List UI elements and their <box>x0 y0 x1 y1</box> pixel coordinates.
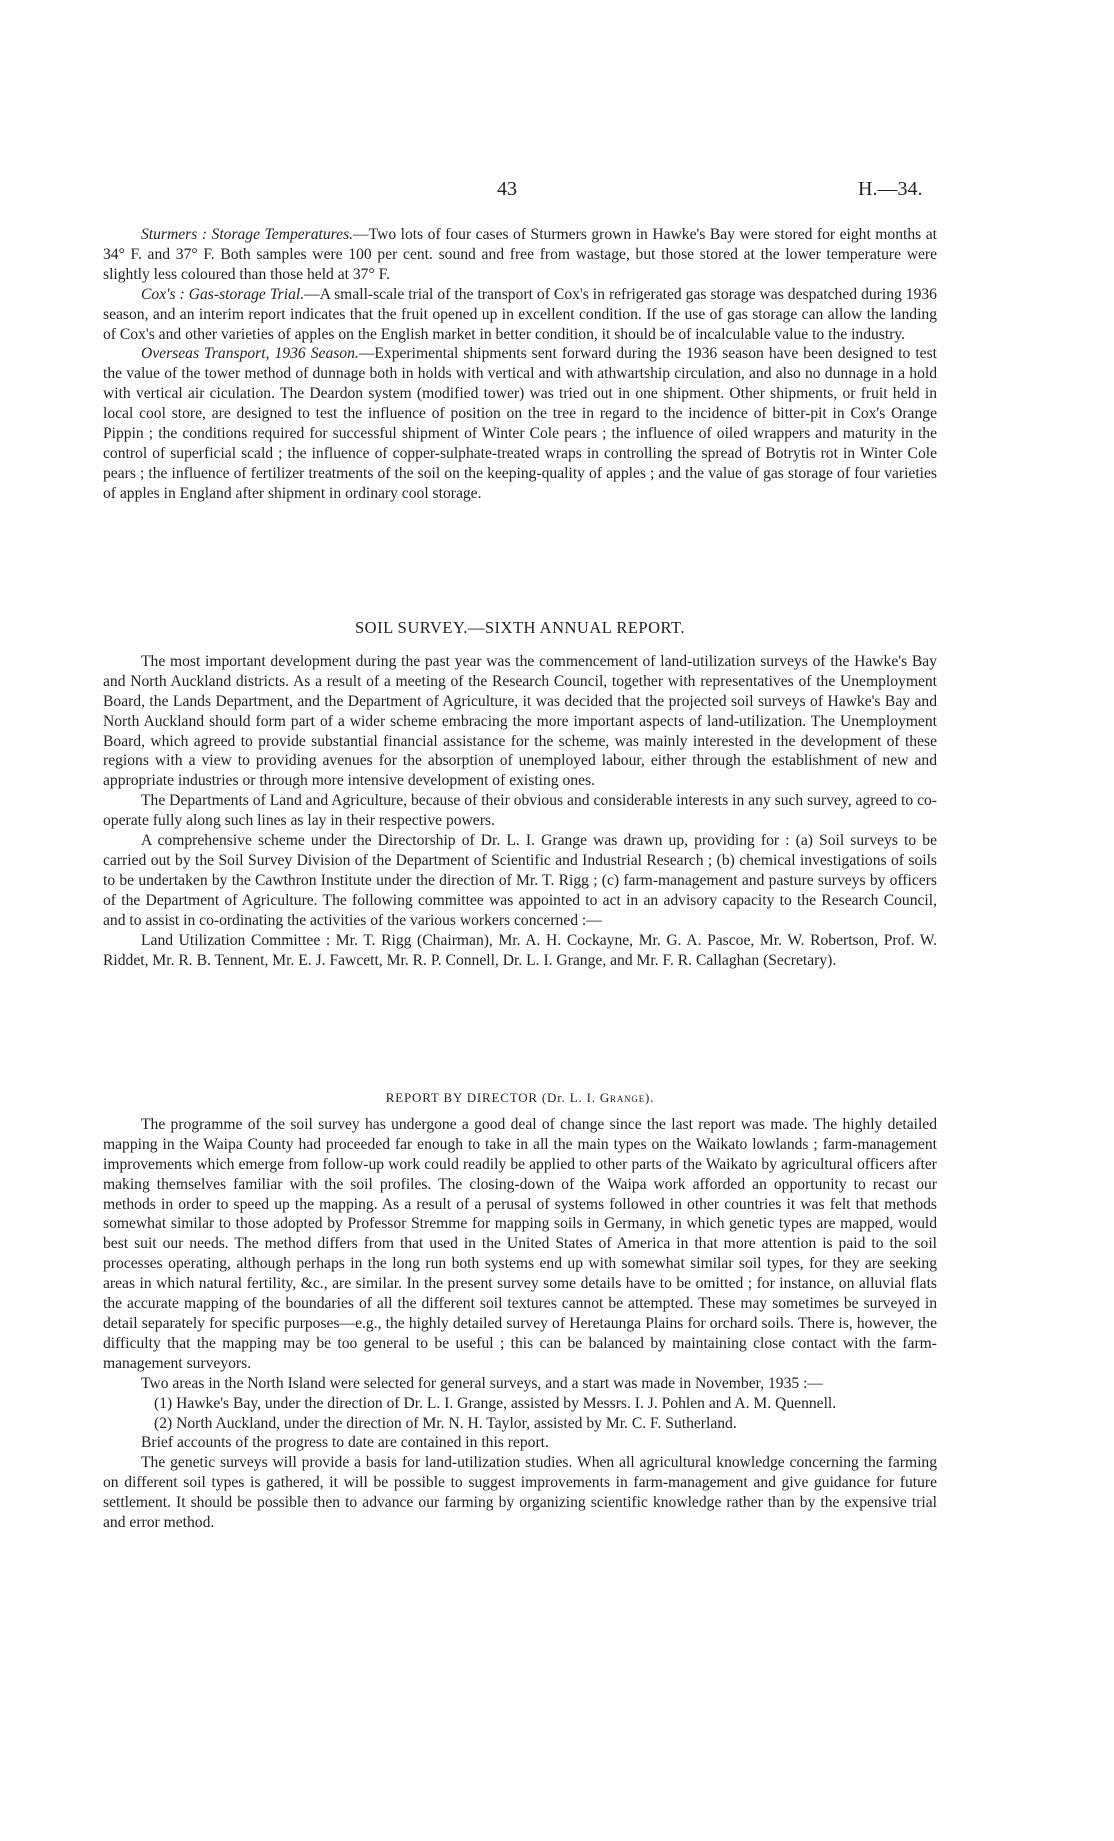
report-heading-suffix: ). <box>645 1090 655 1105</box>
report-paragraph-4: The genetic surveys will provide a basis for land-utilization studies. When all agricultural knowledge concerning the farming on different soil types is gathered, it will be possible to suggest improvements in farm-management and give guidance for future settlement. It should be possible then to advance our farming by organizing scientific knowledge rather than by the expensive trial and error method. <box>103 1454 937 1532</box>
coxs-paragraph <box>103 285 937 345</box>
survey-paragraph-2: The Departments of Land and Agriculture, because of their obvious and considerable interests in any such survey, agreed to co-operate fully along such lines as lay in their respective powers. <box>103 792 937 830</box>
document-code: H.—34. <box>858 178 923 200</box>
overseas-paragraph <box>103 344 937 503</box>
report-heading-name: Grange <box>599 1090 646 1105</box>
survey-paragraph-3: A comprehensive scheme under the Directorship of Dr. L. I. Grange was drawn up, providing for : (a) Soil surveys to be carried out by the Soil Survey Division of the Department of Scientific and Industrial Research ; (b) chemical investigations of soils to be undertaken by the Cawthron Institute under the direction of Mr. T. Rigg ; (c) farm-management and pasture surveys by officers of the Department of Agriculture. The following committee was appointed to act in an advisory capacity to the Research Council, and to assist in co-ordinating the activities of the various workers concerned :— <box>103 832 937 929</box>
coxs-text: —A small-scale trial of the transport of Cox's in refrigerated gas storage was despatched during 1936 season, and an interim report indicates that the fruit opened up in excellent condition. If the use of gas storage can allow the landing of Cox's and other varieties of apples on the English market in better condition, it should be of incalculable value to the industry. <box>103 285 937 343</box>
sturmers-lead: Sturmers : Storage Temperatures. <box>141 226 354 243</box>
report-paragraph-2: Two areas in the North Island were selected for general surveys, and a start was made in November, 1935 :— <box>141 1374 824 1392</box>
soil-survey-section <box>103 618 937 970</box>
committee-list: Land Utilization Committee : Mr. T. Rigg (Chairman), Mr. A. H. Cockayne, Mr. G. A. Pascoe, Mr. W. Robertson, Prof. W. Riddet, Mr. R. B. Tennent, Mr. E. J. Fawcett, Mr. R. P. Connell, Dr. L. I. Grange, and Mr. F. R. Callaghan (Secretary). <box>103 931 937 969</box>
survey-area-item: (1) Hawke's Bay, under the direction of Dr. L. I. Grange, assisted by Messrs. I. J. Pohlen and A. M. Quennell. <box>154 1394 837 1412</box>
page-number: 43 <box>497 178 517 200</box>
intro-section <box>103 225 937 504</box>
report-heading-prefix: REPORT BY DIRECTOR (Dr. L. I. <box>385 1090 600 1105</box>
overseas-text: —Experimental shipments sent forward during the 1936 season have been designed to test the value of the tower method of dunnage both in holds with vertical and with athwartship circulation, and also no dunnage in a hold with vertical air ciculation. The Deardon system (modified tower) was tried out in one shipment. Other shipments, or fruit held in local cool store, are designed to test the influence of position on the tree in regard to the incidence of bitter-pit in Cox's Orange Pippin ; the conditions required for successful shipment of Winter Cole pears ; the influence of oiled wrappers and maturity in the control of superficial scald ; the influence of copper-sulphate-treated wraps in controlling the spread of Botrytis rot in Winter Cole pears ; the influence of fertilizer treatments of the soil on the keeping-quality of apples ; and the value of gas storage of four varieties of apples in England after shipment in ordinary cool storage. <box>103 345 937 502</box>
survey-paragraph-1: The most important development during the past year was the commencement of land-utilization surveys of the Hawke's Bay and North Auckland districts. As a result of a meeting of the Research Council, together with representatives of the Unemployment Board, the Lands Department, and the Department of Agriculture, it was decided that the projected soil surveys of Hawke's Bay and North Auckland should form part of a wider scheme embracing the more important aspects of land-utilization. The Unemployment Board, which agreed to provide substantial financial assistance for the scheme, was mainly interested in the development of these regions with a view to providing avenues for the absorption of unemployed labour, either through the establishment of new and appropriate industries or through more intensive development of existing ones. <box>103 652 937 790</box>
report-heading <box>103 1088 937 1108</box>
report-paragraph-1: The programme of the soil survey has undergone a good deal of change since the last report was made. The highly detailed mapping in the Waipa County had proceeded far enough to take in all the main types on the Waikato lowlands ; farm-management improvements which emerge from follow-up work could readily be applied to other parts of the Waikato by agricultural officers after making themselves familiar with the soil profiles. The closing-down of the Waipa work afforded an opportunity to recast our methods in order to speed up the mapping. As a result of a perusal of systems followed in other countries it was felt that methods somewhat similar to those adopted by Professor Stremme for mapping soils in Germany, in which genetic types are mapped, would best suit our needs. The method differs from that used in the United States of America in that more attention is paid to the soil processes operating, although perhaps in the long run both systems end up with somewhat similar soil types, for they are seeking areas in which natural fertility, &c., are similar. In the present survey some details have to be omitted ; for instance, on alluvial flats the accurate mapping of the boundaries of all the different soil textures cannot be attempted. These may sometimes be surveyed in detail separately for specific purposes—e.g., the highly detailed survey of Heretaunga Plains for orchard soils. There is, however, the difficulty that the mapping may be too general to be useful ; this can be balanced by maintaining close contact with the farm-management surveyors. <box>103 1115 937 1372</box>
survey-area-item: (2) North Auckland, under the direction of Mr. N. H. Taylor, assisted by Mr. C. F. Sutherland. <box>154 1414 737 1432</box>
sturmers-text: —Two lots of four cases of Sturmers grown in Hawke's Bay were stored for eight months at 34° F. and 37° F. Both samples were 100 per cent. sound and free from wastage, but those stored at the lower temperature were slightly less coloured than those held at 37° F. <box>103 226 937 283</box>
report-paragraph-3: Brief accounts of the progress to date are contained in this report. <box>141 1434 549 1452</box>
sturmers-paragraph <box>103 225 937 285</box>
section-heading: SOIL SURVEY.—SIXTH ANNUAL REPORT. <box>355 618 685 637</box>
director-report-section <box>103 1088 937 1533</box>
overseas-lead: Overseas Transport, 1936 Season. <box>141 345 359 363</box>
coxs-lead: Cox's : Gas-storage Trial. <box>141 285 305 303</box>
